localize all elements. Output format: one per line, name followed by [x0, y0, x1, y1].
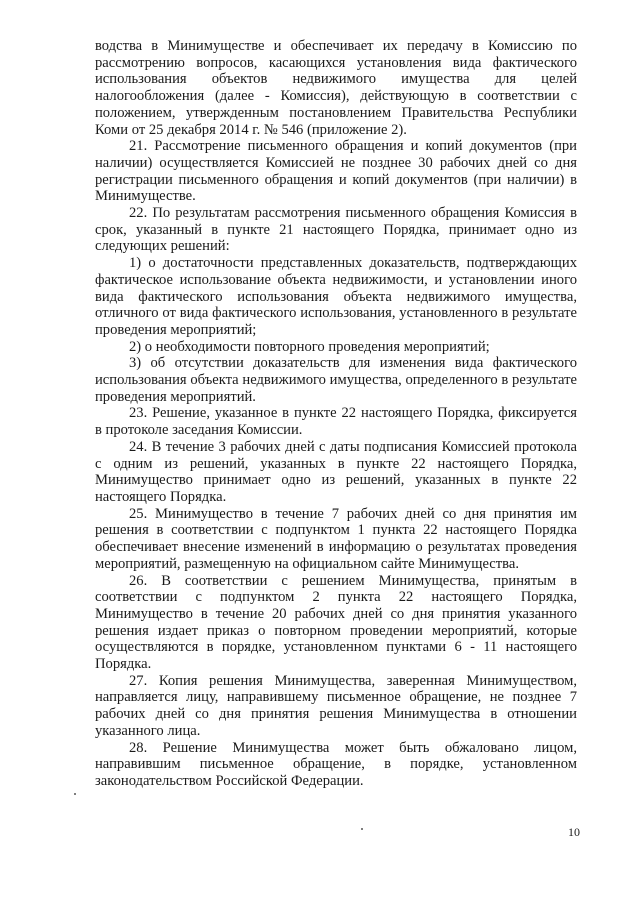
paragraph-21: 21. Рассмотрение письменного обращения и копий документов (при наличии) осуществляется Комиссией не позднее 30 рабочих дней со дня регистрации письменного обращения и копий документов (при наличии) в Минимуществе. — [95, 138, 577, 205]
paragraph-25: 25. Минимущество в течение 7 рабочих дней со дня принятия им решения в соответствии с подпунктом 1 пункта 22 настоящего Порядка обеспечивает внесение изменений в информацию о результатах проведения мероприятий, размещенную на официальном сайте Минимущества. — [95, 505, 577, 572]
paragraph-26: 26. В соответствии с решением Минимущества, принятым в соответствии с подпунктом 2 пункта 22 настоящего Порядка, Минимущество в течение 20 рабочих дней со дня принятия указанного решения издает приказ о повторном проведении мероприятий, которые осуществляются в порядке, установленном пунктами 6 - 11 настоящего Порядка. — [95, 572, 577, 673]
paragraph-22-item-3: 3) об отсутствии доказательств для изменения вида фактического использования объекта недвижимого имущества, определенного в результате проведения мероприятий. — [95, 355, 577, 405]
paragraph-24: 24. В течение 3 рабочих дней с даты подписания Комиссией протокола с одним из решений, указанных в пункте 22 настоящего Порядка, Минимущество принимает одно из решений, указанных в пункте 22 настоящего Порядка. — [95, 438, 577, 505]
paragraph-27: 27. Копия решения Минимущества, заверенная Минимуществом, направляется лицу, направившему письменное обращение, не позднее 7 рабочих дней со дня принятия решения Минимущества в отношении указанного лица. — [95, 672, 577, 739]
scan-speck — [74, 793, 76, 795]
paragraph-23: 23. Решение, указанное в пункте 22 настоящего Порядка, фиксируется в протоколе заседания Комиссии. — [95, 405, 577, 439]
paragraph-continuation: водства в Минимуществе и обеспечивает их передачу в Комиссию по рассмотрению вопросов, касающихся установления вида фактического использования объектов недвижимого имущества для целей налогообложения (далее - Комиссия), действующую в соответствии с положением, утвержденным постановлением Правительства Республики Коми от 25 декабря 2014 г. № 546 (приложение 2). — [95, 38, 577, 138]
page-number: 10 — [568, 825, 580, 839]
paragraph-22: 22. По результатам рассмотрения письменного обращения Комиссия в срок, указанный в пункте 21 настоящего Порядка, принимает одно из следующих решений: — [95, 205, 577, 255]
paragraph-22-item-2: 2) о необходимости повторного проведения мероприятий; — [129, 338, 490, 355]
paragraph-28: 28. Решение Минимущества может быть обжаловано лицом, направившим письменное обращение, в порядке, установленном законодательством Российской Федерации. — [95, 739, 577, 789]
paragraph-22-item-1: 1) о достаточности представленных доказательств, подтверждающих фактическое использование объекта недвижимости, и установлении иного вида фактического использования объекта недвижимого имущества, отличного от вида фактического использования, установленного в результате проведения мероприятий; — [95, 255, 577, 338]
scan-speck — [361, 828, 363, 830]
document-body — [95, 38, 577, 790]
